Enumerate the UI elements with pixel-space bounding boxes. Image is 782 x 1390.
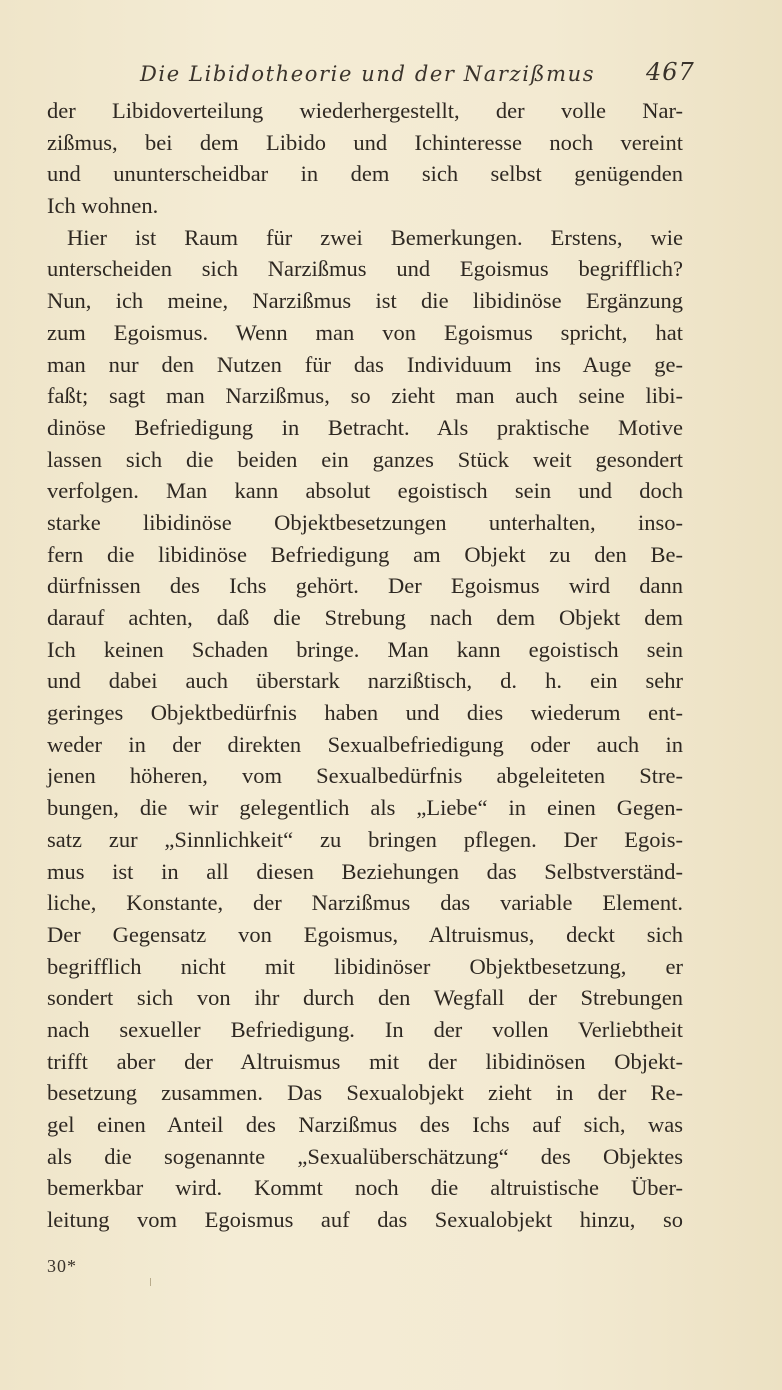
text-line: Hier ist Raum für zwei Bemerkungen. Erstens, wie xyxy=(67,224,683,250)
text-line: Ich wohnen. xyxy=(47,193,159,219)
text-line: dürfnissen des Ichs gehört. Der Egoismus wird dann xyxy=(47,573,683,599)
page-number: 467 xyxy=(646,58,695,86)
page-header xyxy=(0,58,782,94)
page-mark xyxy=(150,1278,151,1286)
text-line: sondert sich von ihr durch den Wegfall der Strebungen xyxy=(47,985,683,1011)
text-line: begrifflich nicht mit libidinöser Objektbesetzung, er xyxy=(47,953,683,979)
running-title: Die Libidotheorie und der Narzißmus xyxy=(140,62,596,86)
text-line: geringes Objektbedürfnis haben und dies wiederum ent- xyxy=(47,700,683,726)
text-line: Nun, ich meine, Narzißmus ist die libidinöse Ergänzung xyxy=(47,288,683,314)
text-line: jenen höheren, vom Sexualbedürfnis abgeleiteten Stre- xyxy=(47,763,683,789)
text-line: dinöse Befriedigung in Betracht. Als praktische Motive xyxy=(47,414,683,440)
text-line: liche, Konstante, der Narzißmus das variable Element. xyxy=(47,890,683,916)
text-line: darauf achten, daß die Strebung nach dem Objekt dem xyxy=(47,605,683,630)
text-line: und dabei auch überstark narzißtisch, d. h. ein sehr xyxy=(47,668,683,694)
text-line: bungen, die wir gelegentlich als „Liebe“ in einen Gegen- xyxy=(47,795,683,821)
text-line: und ununterscheidbar in dem sich selbst genügenden xyxy=(47,161,683,187)
text-line: trifft aber der Altruismus mit der libidinösen Objekt- xyxy=(47,1048,683,1074)
text-line: fern die libidinöse Befriedigung am Objekt zu den Be- xyxy=(47,541,683,567)
text-line: als die sogenannte „Sexualüberschätzung“ des Objektes xyxy=(47,1143,683,1169)
text-line: verfolgen. Man kann absolut egoistisch sein und doch xyxy=(47,478,683,504)
text-line: weder in der direkten Sexualbefriedigung oder auch in xyxy=(47,731,683,757)
text-line: zißmus, bei dem Libido und Ichinteresse noch vereint xyxy=(47,129,683,155)
text-line: unterscheiden sich Narzißmus und Egoismus begrifflich? xyxy=(47,256,683,282)
text-line: satz zur „Sinnlichkeit“ zu bringen pflegen. Der Egois- xyxy=(47,826,683,852)
text-line: lassen sich die beiden ein ganzes Stück weit gesondert xyxy=(47,446,683,472)
text-line: Ich keinen Schaden bringe. Man kann egoistisch sein xyxy=(47,636,683,662)
text-line: starke libidinöse Objektbesetzungen unterhalten, inso- xyxy=(47,509,683,535)
text-line: leitung vom Egoismus auf das Sexualobjekt hinzu, so xyxy=(47,1207,683,1233)
text-line: mus ist in all diesen Beziehungen das Selbstverständ- xyxy=(47,858,683,884)
text-line: gel einen Anteil des Narzißmus des Ichs auf sich, was xyxy=(47,1112,683,1137)
text-line: besetzung zusammen. Das Sexualobjekt zieht in der Re- xyxy=(47,1080,683,1106)
text-line: bemerkbar wird. Kommt noch die altruistische Über- xyxy=(47,1175,683,1201)
text-line: faßt; sagt man Narzißmus, so zieht man auch seine libi- xyxy=(47,383,683,409)
text-line: nach sexueller Befriedigung. In der vollen Verliebtheit xyxy=(47,1016,683,1042)
text-line: Der Gegensatz von Egoismus, Altruismus, deckt sich xyxy=(47,921,683,947)
text-line: der Libidoverteilung wiederhergestellt, der volle Nar- xyxy=(47,98,683,123)
printer-signature: 30* xyxy=(47,1256,77,1276)
text-line: zum Egoismus. Wenn man von Egoismus spricht, hat xyxy=(47,319,683,345)
text-line: man nur den Nutzen für das Individuum ins Auge ge- xyxy=(47,351,683,377)
body-text xyxy=(47,95,683,1236)
